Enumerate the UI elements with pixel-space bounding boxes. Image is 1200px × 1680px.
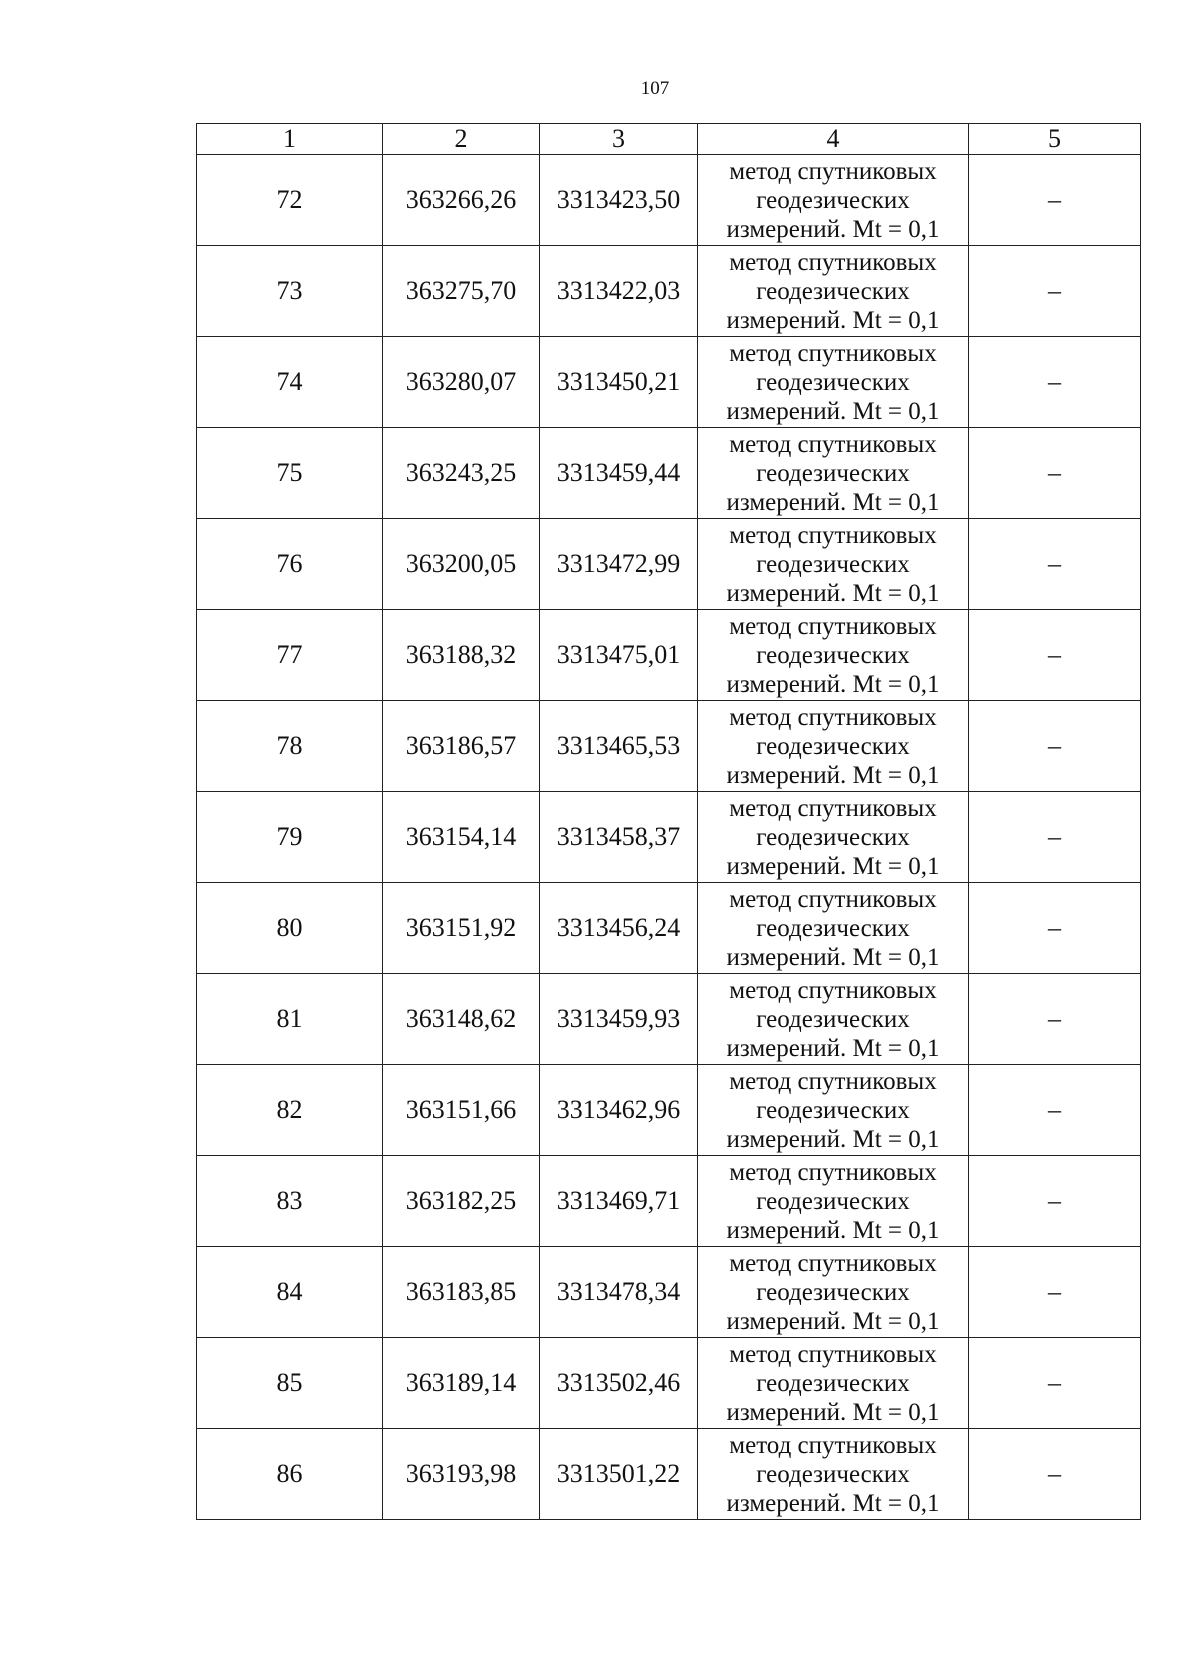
table-row	[197, 428, 1141, 519]
table-row	[197, 1429, 1141, 1520]
point-number-cell: 78	[197, 701, 383, 792]
method-line: измерений. Mt = 0,1	[726, 579, 940, 607]
x-coordinate-cell: 363188,32	[383, 610, 540, 701]
method-line: метод спутниковых	[729, 1249, 937, 1277]
point-number-cell: 76	[197, 519, 383, 610]
y-coordinate-cell: 3313456,24	[540, 883, 698, 974]
method-line: геодезических	[756, 1278, 910, 1306]
note-cell: –	[969, 1156, 1141, 1247]
table-row	[197, 883, 1141, 974]
method-line: метод спутниковых	[729, 521, 937, 549]
note-cell: –	[969, 974, 1141, 1065]
method-line: геодезических	[756, 1096, 910, 1124]
y-coordinate-cell: 3313478,34	[540, 1247, 698, 1338]
point-number-cell: 86	[197, 1429, 383, 1520]
point-number-cell: 83	[197, 1156, 383, 1247]
method-cell	[698, 792, 969, 883]
y-coordinate-cell: 3313472,99	[540, 519, 698, 610]
point-number-cell: 75	[197, 428, 383, 519]
note-cell: –	[969, 337, 1141, 428]
header-col-1: 1	[197, 124, 383, 155]
y-coordinate-cell: 3313458,37	[540, 792, 698, 883]
y-coordinate-cell: 3313469,71	[540, 1156, 698, 1247]
x-coordinate-cell: 363243,25	[383, 428, 540, 519]
method-cell	[698, 155, 969, 246]
method-line: измерений. Mt = 0,1	[726, 1307, 940, 1335]
point-number-cell: 77	[197, 610, 383, 701]
header-col-2: 2	[383, 124, 540, 155]
method-line: метод спутниковых	[729, 794, 937, 822]
x-coordinate-cell: 363151,66	[383, 1065, 540, 1156]
x-coordinate-cell: 363151,92	[383, 883, 540, 974]
method-line: метод спутниковых	[729, 157, 937, 185]
point-number-cell: 80	[197, 883, 383, 974]
point-number-cell: 84	[197, 1247, 383, 1338]
x-coordinate-cell: 363183,85	[383, 1247, 540, 1338]
x-coordinate-cell: 363154,14	[383, 792, 540, 883]
method-line: метод спутниковых	[729, 703, 937, 731]
note-cell: –	[969, 701, 1141, 792]
y-coordinate-cell: 3313502,46	[540, 1338, 698, 1429]
y-coordinate-cell: 3313423,50	[540, 155, 698, 246]
method-line: измерений. Mt = 0,1	[726, 943, 940, 971]
header-col-3: 3	[540, 124, 698, 155]
method-line: измерений. Mt = 0,1	[726, 761, 940, 789]
note-cell: –	[969, 610, 1141, 701]
header-row	[197, 124, 1141, 155]
method-cell	[698, 519, 969, 610]
method-line: метод спутниковых	[729, 1340, 937, 1368]
note-cell: –	[969, 1247, 1141, 1338]
method-cell	[698, 1156, 969, 1247]
method-line: измерений. Mt = 0,1	[726, 215, 940, 243]
method-line: измерений. Mt = 0,1	[726, 1489, 940, 1517]
method-line: измерений. Mt = 0,1	[726, 852, 940, 880]
point-number-cell: 85	[197, 1338, 383, 1429]
method-line: измерений. Mt = 0,1	[726, 306, 940, 334]
method-line: метод спутниковых	[729, 885, 937, 913]
method-cell	[698, 1065, 969, 1156]
y-coordinate-cell: 3313501,22	[540, 1429, 698, 1520]
method-line: измерений. Mt = 0,1	[726, 670, 940, 698]
method-line: метод спутниковых	[729, 339, 937, 367]
method-line: геодезических	[756, 368, 910, 396]
x-coordinate-cell: 363266,26	[383, 155, 540, 246]
y-coordinate-cell: 3313462,96	[540, 1065, 698, 1156]
method-line: геодезических	[756, 641, 910, 669]
method-line: геодезических	[756, 277, 910, 305]
method-cell	[698, 246, 969, 337]
x-coordinate-cell: 363148,62	[383, 974, 540, 1065]
note-cell: –	[969, 155, 1141, 246]
method-line: измерений. Mt = 0,1	[726, 1398, 940, 1426]
method-line: измерений. Mt = 0,1	[726, 1034, 940, 1062]
method-line: геодезических	[756, 823, 910, 851]
method-line: геодезических	[756, 1460, 910, 1488]
method-line: геодезических	[756, 1369, 910, 1397]
y-coordinate-cell: 3313459,93	[540, 974, 698, 1065]
point-number-cell: 73	[197, 246, 383, 337]
method-line: метод спутниковых	[729, 612, 937, 640]
method-line: метод спутниковых	[729, 430, 937, 458]
note-cell: –	[969, 1065, 1141, 1156]
y-coordinate-cell: 3313422,03	[540, 246, 698, 337]
method-line: метод спутниковых	[729, 1158, 937, 1186]
method-cell	[698, 974, 969, 1065]
x-coordinate-cell: 363275,70	[383, 246, 540, 337]
method-line: измерений. Mt = 0,1	[726, 1125, 940, 1153]
table-row	[197, 974, 1141, 1065]
table-row	[197, 1065, 1141, 1156]
method-line: геодезических	[756, 1187, 910, 1215]
note-cell: –	[969, 519, 1141, 610]
method-cell	[698, 701, 969, 792]
method-line: измерений. Mt = 0,1	[726, 397, 940, 425]
method-line: измерений. Mt = 0,1	[726, 1216, 940, 1244]
table-row	[197, 337, 1141, 428]
note-cell: –	[969, 1338, 1141, 1429]
method-line: геодезических	[756, 459, 910, 487]
header-col-4: 4	[698, 124, 969, 155]
table-row	[197, 610, 1141, 701]
table-body	[197, 155, 1141, 1520]
table-row	[197, 246, 1141, 337]
method-cell	[698, 1429, 969, 1520]
method-line: метод спутниковых	[729, 1431, 937, 1459]
note-cell: –	[969, 1429, 1141, 1520]
table-row	[197, 519, 1141, 610]
note-cell: –	[969, 792, 1141, 883]
point-number-cell: 72	[197, 155, 383, 246]
method-cell	[698, 337, 969, 428]
y-coordinate-cell: 3313475,01	[540, 610, 698, 701]
point-number-cell: 82	[197, 1065, 383, 1156]
method-cell	[698, 883, 969, 974]
y-coordinate-cell: 3313450,21	[540, 337, 698, 428]
method-cell	[698, 1338, 969, 1429]
x-coordinate-cell: 363189,14	[383, 1338, 540, 1429]
method-line: геодезических	[756, 1005, 910, 1033]
x-coordinate-cell: 363186,57	[383, 701, 540, 792]
method-line: метод спутниковых	[729, 248, 937, 276]
method-line: метод спутниковых	[729, 976, 937, 1004]
method-line: геодезических	[756, 550, 910, 578]
table-row	[197, 1156, 1141, 1247]
method-cell	[698, 610, 969, 701]
note-cell: –	[969, 428, 1141, 519]
x-coordinate-cell: 363200,05	[383, 519, 540, 610]
x-coordinate-cell: 363182,25	[383, 1156, 540, 1247]
page-number: 107	[640, 78, 670, 99]
method-cell	[698, 428, 969, 519]
note-cell: –	[969, 883, 1141, 974]
table-row	[197, 701, 1141, 792]
table-row	[197, 792, 1141, 883]
y-coordinate-cell: 3313465,53	[540, 701, 698, 792]
method-line: геодезических	[756, 186, 910, 214]
table-row	[197, 1338, 1141, 1429]
point-number-cell: 79	[197, 792, 383, 883]
method-line: метод спутниковых	[729, 1067, 937, 1095]
y-coordinate-cell: 3313459,44	[540, 428, 698, 519]
method-cell	[698, 1247, 969, 1338]
table-row	[197, 1247, 1141, 1338]
table-header	[197, 124, 1141, 155]
method-line: измерений. Mt = 0,1	[726, 488, 940, 516]
note-cell: –	[969, 246, 1141, 337]
method-line: геодезических	[756, 914, 910, 942]
point-number-cell: 74	[197, 337, 383, 428]
coordinates-table	[196, 123, 1141, 1520]
x-coordinate-cell: 363193,98	[383, 1429, 540, 1520]
x-coordinate-cell: 363280,07	[383, 337, 540, 428]
method-line: геодезических	[756, 732, 910, 760]
header-col-5: 5	[969, 124, 1141, 155]
point-number-cell: 81	[197, 974, 383, 1065]
table-row	[197, 155, 1141, 246]
